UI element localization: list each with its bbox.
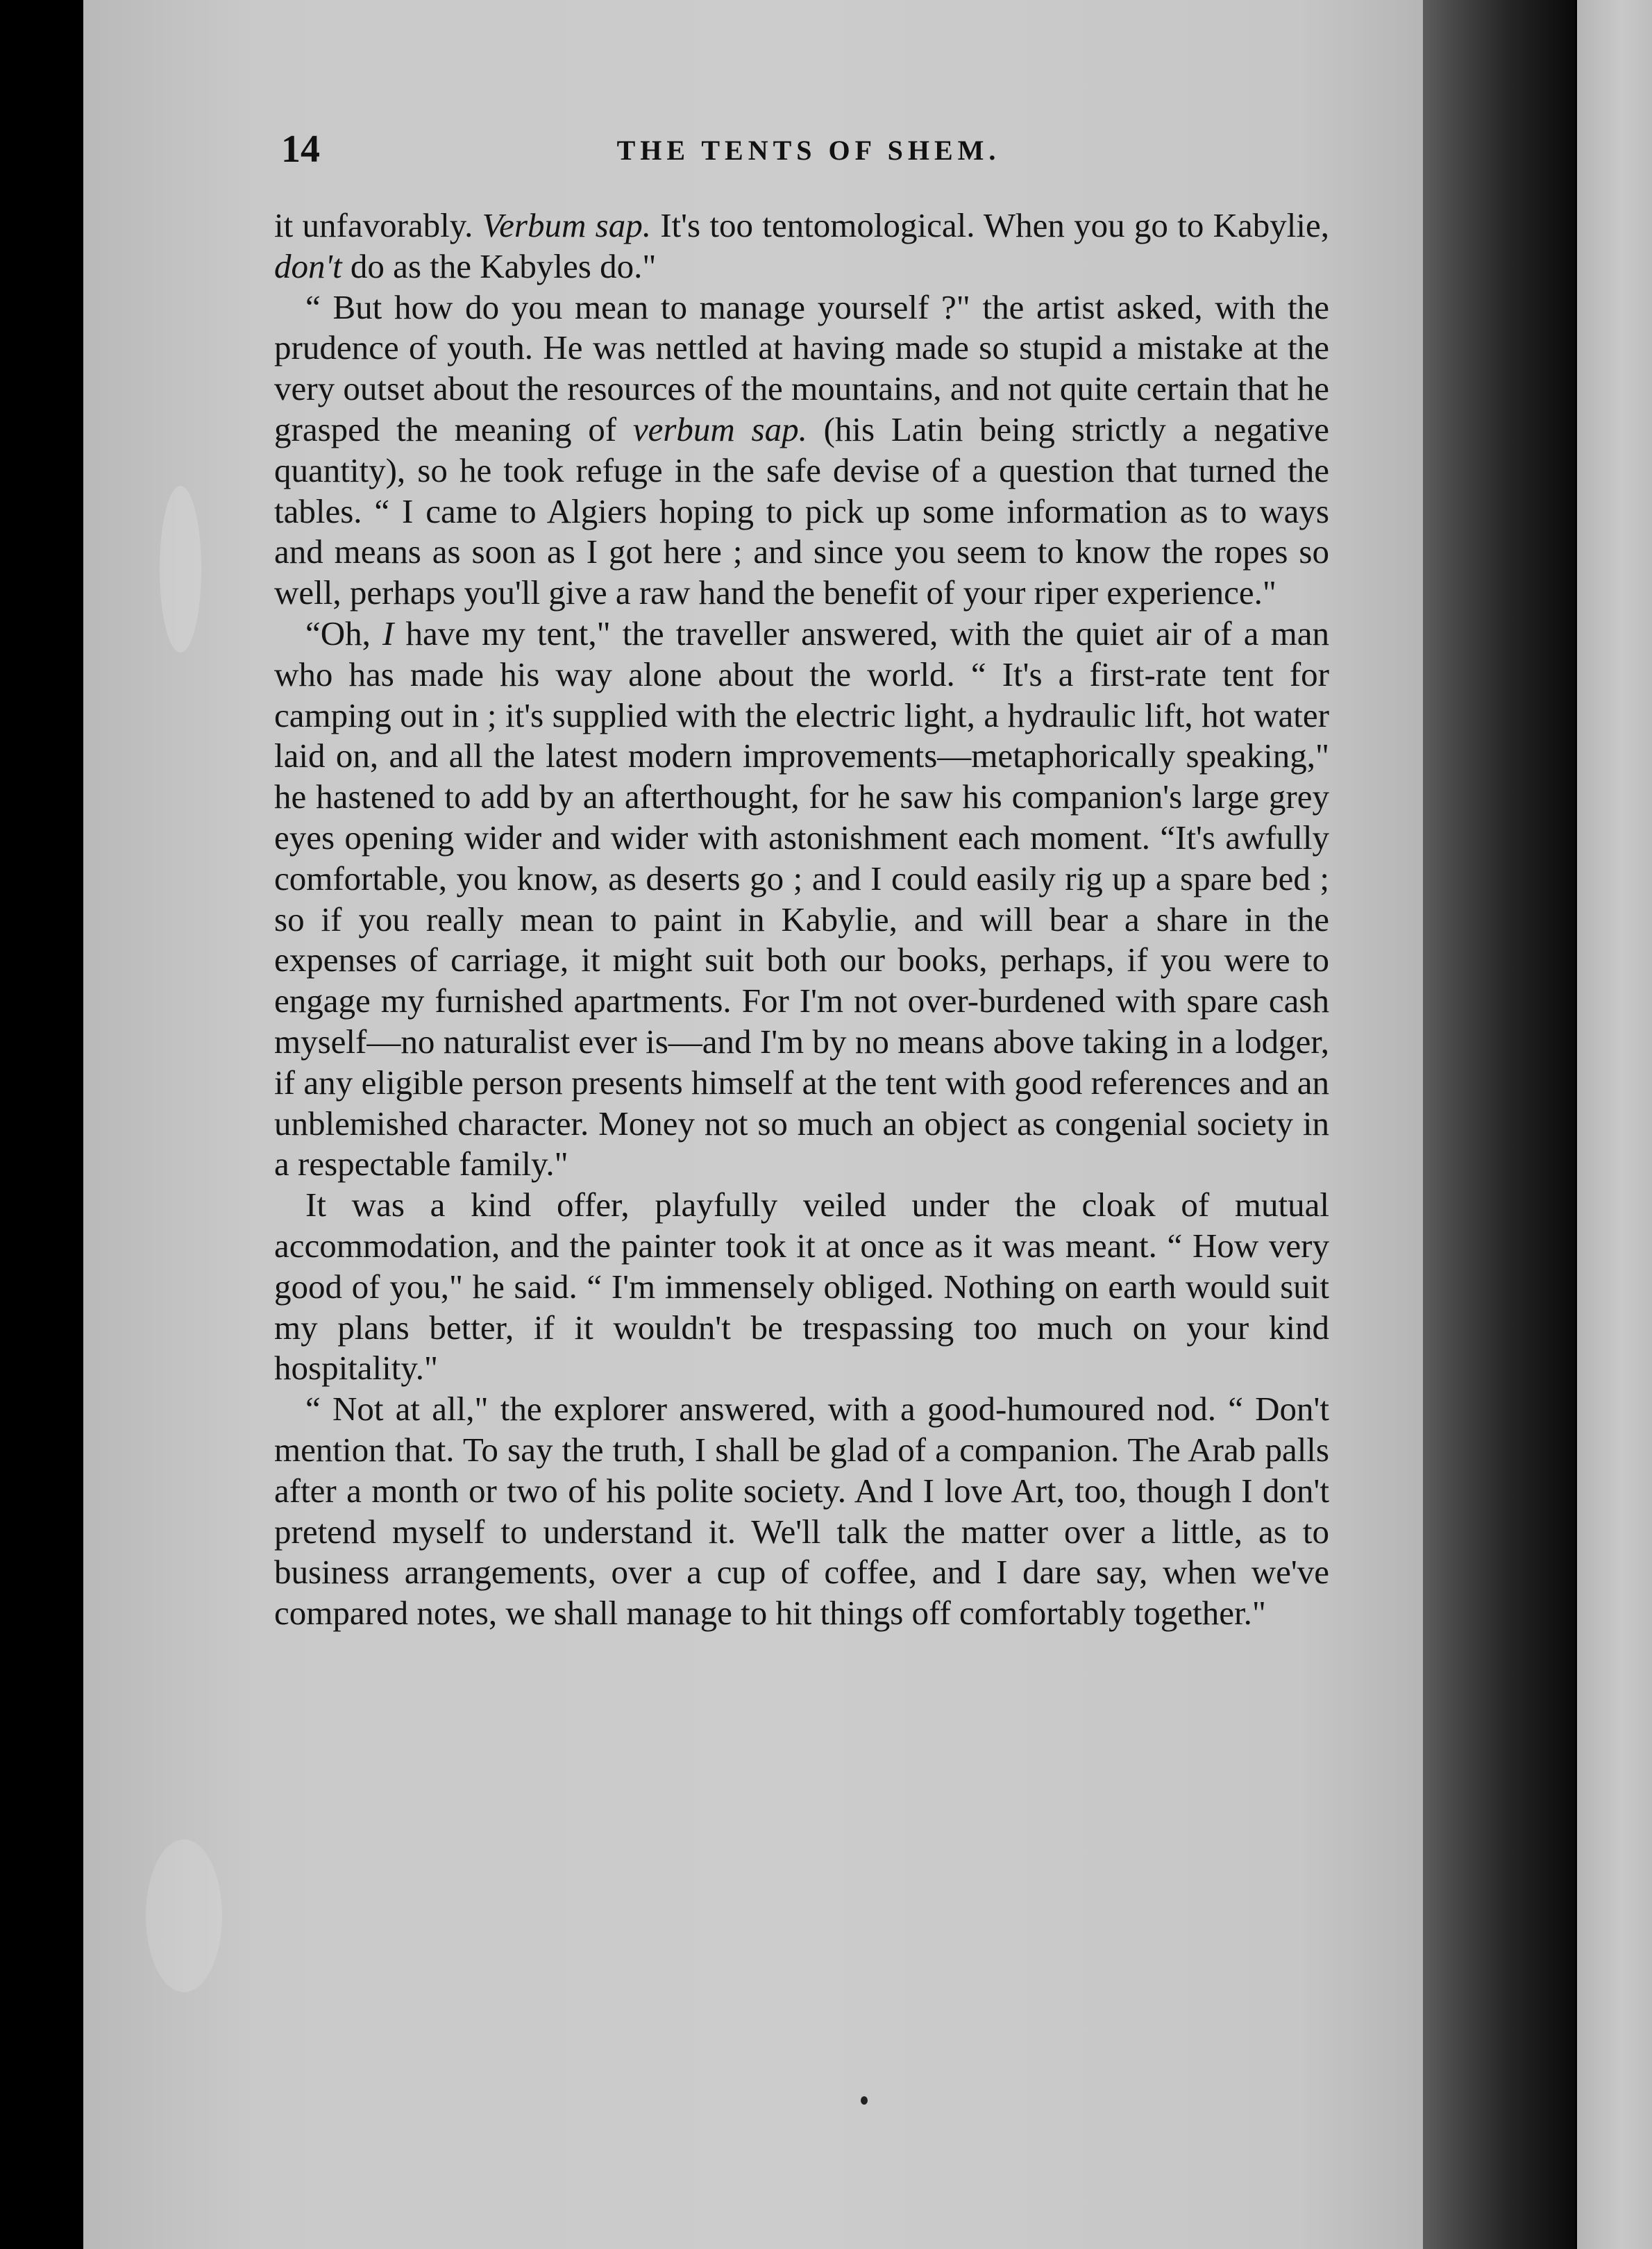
page-smudge (160, 486, 201, 652)
body-paragraph (274, 1185, 1329, 1389)
text-run: do as the Kabyles do." (342, 246, 657, 285)
text-run: “Oh, (305, 614, 383, 652)
text-run: “ But how do you mean to manage yourself ?" the artist asked, with the prudence of youth. He was nettled at having made so stupid a mistake at the very outset about the resources of the mountains, and not quite certain that he grasped the meaning of (274, 287, 1329, 448)
page-smudge (146, 1839, 222, 1992)
page-gutter-shadow (1423, 0, 1576, 2249)
italic-text: Verbum sap. (482, 206, 651, 244)
body-text (274, 205, 1329, 1634)
body-paragraph (274, 205, 1329, 287)
italic-text: verbum sap. (632, 410, 807, 448)
body-paragraph (274, 614, 1329, 1185)
adjacent-page-edge (1577, 0, 1652, 2249)
page-smudge (861, 2096, 868, 2105)
body-paragraph (274, 1389, 1329, 1634)
text-run: It was a kind offer, playfully veiled under the cloak of mutual accommodation, and the painter took it at once as it was meant. “ How very good of you," he said. “ I'm immensely obliged. Nothing on earth would suit my plans better, if it wouldn't be trespassing too much on your kind hospitality." (274, 1186, 1329, 1388)
running-head: THE TENTS OF SHEM. (616, 135, 1001, 166)
text-run: “ Not at all," the explorer answered, with a good-humoured nod. “ Don't mention that. To say the truth, I shall be glad of a companion. The Arab palls after a month or two of his polite society. And I love Art, too, though I don't pretend myself to understand it. We'll talk the matter over a little, as to business arrangements, over a cup of coffee, and I dare say, when we've compared notes, we shall manage to hit things off comfortably together." (274, 1390, 1329, 1633)
text-run: It's too tentomological. When you go to Kabylie, (650, 206, 1329, 244)
page-header (281, 127, 1336, 176)
page-number: 14 (281, 128, 320, 171)
text-run: have my tent," the traveller answered, with the quiet air of a man who has made his way alone about the world. “ It's a first-rate tent for camping out in ; it's supplied with the electric light, a hydraulic lift, hot water laid on, and all the latest modern improvements—metaphorically speaking," he hastened to add by an afterthought, for he saw his companion's large grey eyes opening wider and wider with astonishment each moment. “It's awfully comfortable, you know, as deserts go ; and I could easily rig up a spare bed ; so if you really mean to paint in Kabylie, and will bear a share in the expenses of carriage, it might suit both our books, perhaps, if you were to engage my furnished apartments. For I'm not over-burdened with spare cash myself—no naturalist ever is—and I'm by no means above taking in a lodger, if any eligible person presents himself at the tent with good references and an unblemished character. Money not so much an object as congenial society in a respectable family." (274, 614, 1329, 1184)
italic-text: don't (274, 246, 342, 285)
body-paragraph (274, 287, 1329, 614)
text-run: (his Latin being strictly a negative quantity), so he took refuge in the safe devise of a question that turned the tables. “ I came to Algiers hoping to pick up some information as to ways and means as soon as I got here ; and since you seem to know the ropes so well, perhaps you'll give a raw hand the benefit of your riper experience." (274, 410, 1329, 612)
text-run: it unfavorably. (274, 206, 482, 244)
italic-text: I (382, 614, 394, 652)
